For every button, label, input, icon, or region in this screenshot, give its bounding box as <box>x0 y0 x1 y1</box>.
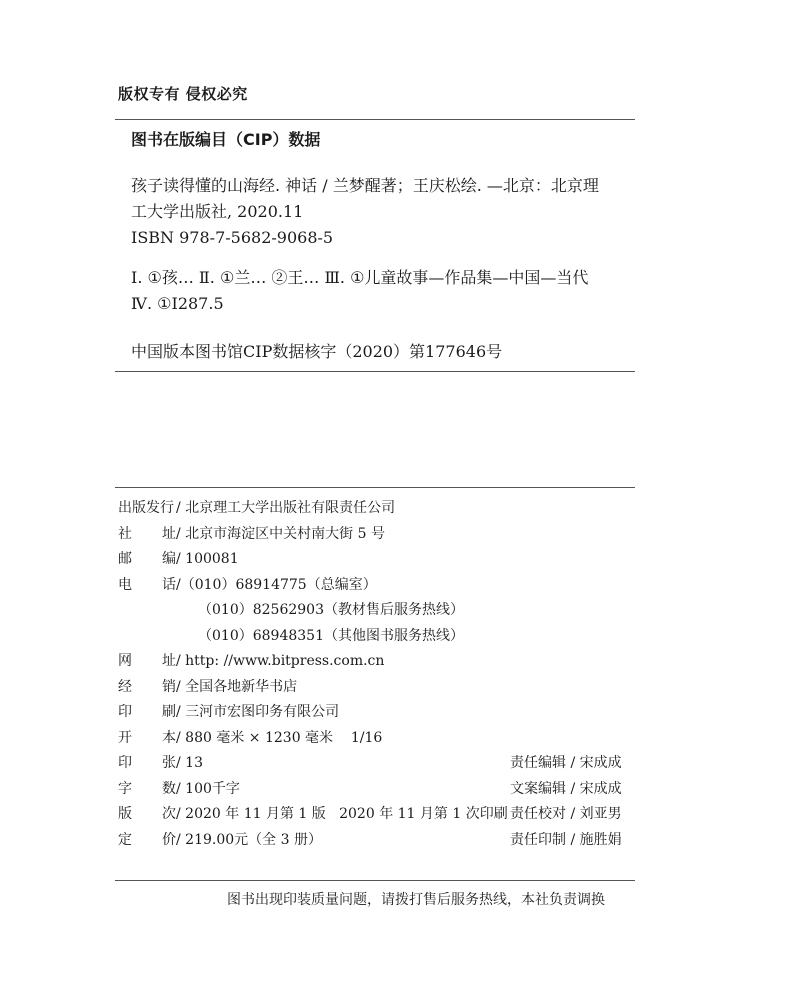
phone-row <box>118 573 638 599</box>
distributor-value: / 全国各地新华书店 <box>176 678 298 695</box>
cip-class-line: Ⅳ. ①I287.5 <box>131 294 224 313</box>
quality-notice: 图书出现印装质量问题，请拨打售后服务热线，本社负责调换 <box>227 892 605 908</box>
divider <box>115 487 635 488</box>
words-row <box>118 777 638 803</box>
sheets-row <box>118 751 638 777</box>
publication-info <box>118 496 638 853</box>
phone-value-2: （010）82562903（教材售后服务热线） <box>198 602 464 618</box>
website-row <box>118 649 638 675</box>
publisher-value: / 北京理工大学出版社有限责任公司 <box>176 500 396 516</box>
postcode-row <box>118 547 638 573</box>
website-label: 网 址 <box>118 653 176 669</box>
sheets-label: 印 张 <box>118 755 176 771</box>
publisher-row <box>118 496 638 522</box>
divider <box>115 880 635 881</box>
phone-row-3 <box>118 624 638 650</box>
responsible-editor: 责任编辑 / 宋成成 <box>510 755 622 771</box>
phone-label: 电 话 <box>118 576 176 593</box>
sheets-value: / 13 <box>176 755 203 771</box>
format-row <box>118 726 638 752</box>
cip-record <box>131 339 631 365</box>
price-label: 定 价 <box>118 831 176 848</box>
distributor-label: 经 销 <box>118 678 176 695</box>
format-value: / 880 毫米 × 1230 毫米 1/16 <box>176 729 383 746</box>
words-label: 字 数 <box>118 780 176 797</box>
address-value: / 北京市海淀区中关村南大街 5 号 <box>176 525 385 542</box>
postcode-label: 邮 编 <box>118 551 176 567</box>
words-value: / 100千字 <box>176 780 240 797</box>
cip-record-number: 中国版本图书馆CIP数据核字（2020）第177646号 <box>131 342 503 361</box>
price-value: / 219.00元（全 3 册） <box>176 831 322 848</box>
price-row <box>118 828 638 854</box>
phone-row-2 <box>118 598 638 624</box>
printer-label: 印 刷 <box>118 704 176 720</box>
cip-entry-line: 工大学出版社, 2020.11 <box>131 202 304 221</box>
divider <box>115 371 635 372</box>
phone-value: /（010）68914775（总编室） <box>176 576 377 593</box>
print-supervisor: 责任印制 / 施胜娟 <box>510 831 622 848</box>
address-label: 社 址 <box>118 525 176 542</box>
edition-row <box>118 802 638 828</box>
cip-isbn: ISBN 978-7-5682-9068-5 <box>131 228 334 247</box>
phone-value-3: （010）68948351（其他图书服务热线） <box>198 627 464 644</box>
distributor-row <box>118 675 638 701</box>
format-label: 开 本 <box>118 729 176 746</box>
postcode-value: / 100081 <box>176 551 239 567</box>
cip-class-line: Ⅰ. ①孩… Ⅱ. ①兰… ②王… Ⅲ. ①儿童故事—作品集—中国—当代 <box>131 268 589 287</box>
cip-entry-line: 孩子读得懂的山海经. 神话 / 兰梦醒著；王庆松绘. —北京：北京理 <box>131 176 599 195</box>
website-value: / http: //www.bitpress.com.cn <box>176 653 385 669</box>
rights-statement: 版权专有 侵权必究 <box>118 85 248 103</box>
edition-label: 版 次 <box>118 806 176 822</box>
address-row <box>118 522 638 548</box>
divider <box>115 119 635 120</box>
edition-value: / 2020 年 11 月第 1 版 2020 年 11 月第 1 次印刷 <box>176 806 508 822</box>
cip-entry <box>131 173 631 251</box>
copy-editor: 文案编辑 / 宋成成 <box>510 780 622 797</box>
cip-classification <box>131 265 631 317</box>
printer-value: / 三河市宏图印务有限公司 <box>176 704 340 720</box>
cip-heading: 图书在版编目（CIP）数据 <box>131 130 321 149</box>
proofreader: 责任校对 / 刘亚男 <box>510 806 622 822</box>
printer-row <box>118 700 638 726</box>
publisher-label: 出版发行 <box>118 500 174 516</box>
